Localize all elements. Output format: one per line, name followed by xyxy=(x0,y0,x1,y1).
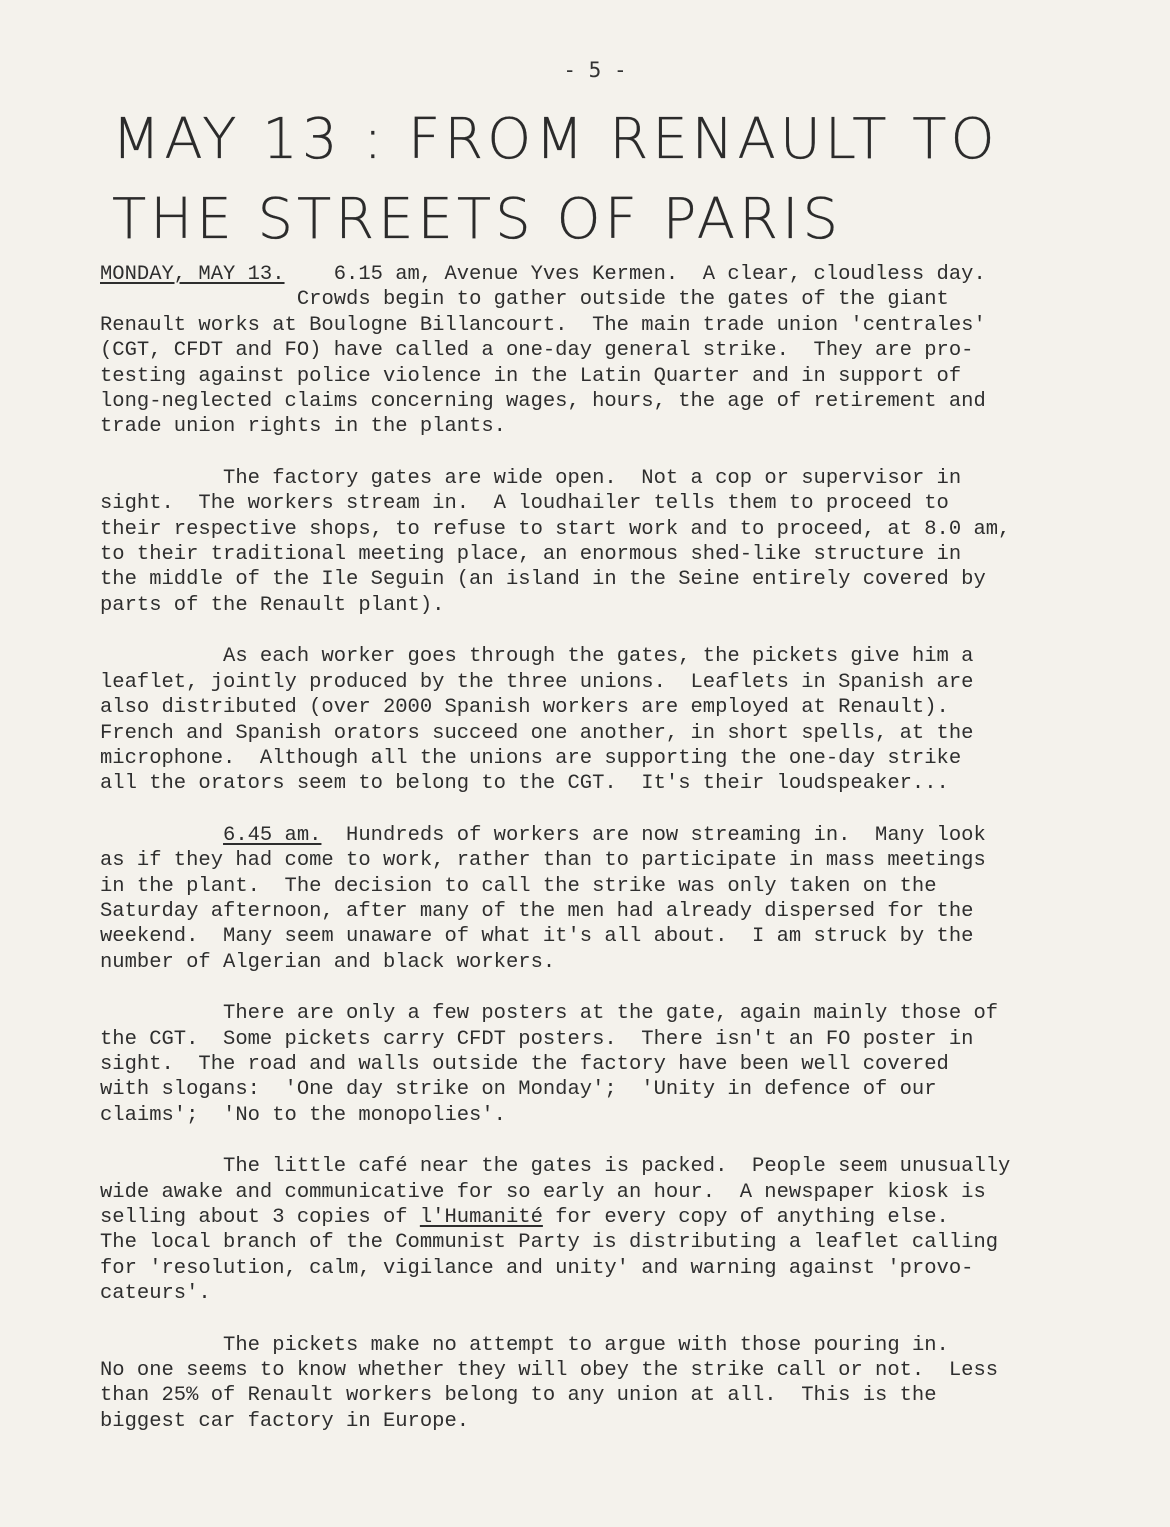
paragraph-7: The pickets make no attempt to argue with those pouring in. No one seems to know whether they will obey the strike call or not. Less than 25% of Renault workers belong to any union at all. This is the biggest car factory in Europe. xyxy=(100,1333,999,1433)
title-line-2: THE STREETS OF PARIS xyxy=(112,187,843,252)
paragraph-6 xyxy=(100,1154,1120,1306)
date-heading: MONDAY, MAY 13. xyxy=(100,263,285,286)
paragraph-2: The factory gates are wide open. Not a cop or supervisor in sight. The workers stream in. A loudhailer tells them to proceed to their respective shops, to refuse to start work and to proceed, at 8.0 am, to their traditional meeting place, an enormous shed-like structure in the middle of the Ile Seguin (an island in the Seine entirely covered by parts of the Renault plant). xyxy=(100,466,1011,617)
time-heading: 6.45 am. xyxy=(223,823,322,847)
paragraph-5: There are only a few posters at the gate, again mainly those of the CGT. Some pickets carry CFDT posters. There isn't an FO poster in sight. The road and walls outside the factory have been well covered with slogans: 'One day strike on Monday'; 'Unity in defence of our claims'; 'No to the monopolies'. xyxy=(100,1002,999,1127)
paragraph-1 xyxy=(100,262,1120,440)
paragraph-4-indent xyxy=(100,824,223,847)
paragraph-6-text-before: The little café near the gates is packed. People seem unusually wide awake and communicative for so early an hour. A newspaper kiosk is selling about 3 copies of xyxy=(100,1155,1011,1229)
paragraph-3: As each worker goes through the gates, the pickets give him a leaflet, jointly produced by the three unions. Leaflets in Spanish are also distributed (over 2000 Spanish workers are employed at Renault). French and Spanish orators succeed one another, in short spells, at the microphone. Although all the unions are supporting the one-day strike all the orators seem to belong to the CGT. It's their loudspeaker... xyxy=(100,645,974,796)
article-body xyxy=(100,262,1120,1460)
title-line-1: MAY 13 : FROM RENAULT TO xyxy=(112,107,999,172)
paragraph-4 xyxy=(100,823,1120,975)
page-number: - 5 - xyxy=(563,58,627,82)
paragraph-4-text: Hundreds of workers are now streaming in. Many look as if they had come to work, rather than to participate in mass meetings in the plant. The decision to call the strike was only taken on the Saturday afternoon, after many of the men had already dispersed for the weekend. Many seem unaware of what it's all about. I am struck by the number of Algerian and black workers. xyxy=(100,823,986,974)
paragraph-6-text-after: for every copy of anything else. The local branch of the Communist Party is distributing a leaflet calling for 'resolution, calm, vigilance and unity' and warning against 'provo- cateurs'. xyxy=(100,1206,999,1306)
page-title xyxy=(112,100,999,260)
paragraph-1-text: 6.15 am, Avenue Yves Kermen. A clear, cloudless day. Crowds begin to gather outside the gates of the giant Renault works at Boulogne Billancourt. The main trade union 'centrales' (CGT, CFDT and FO) have called a one-day general strike. They are pro- testing against police violence in the Latin Quarter and in support of long-neglected claims concerning wages, hours, the age of retirement and trade union rights in the plants. xyxy=(100,263,986,439)
newspaper-title: l'Humanité xyxy=(419,1206,543,1229)
